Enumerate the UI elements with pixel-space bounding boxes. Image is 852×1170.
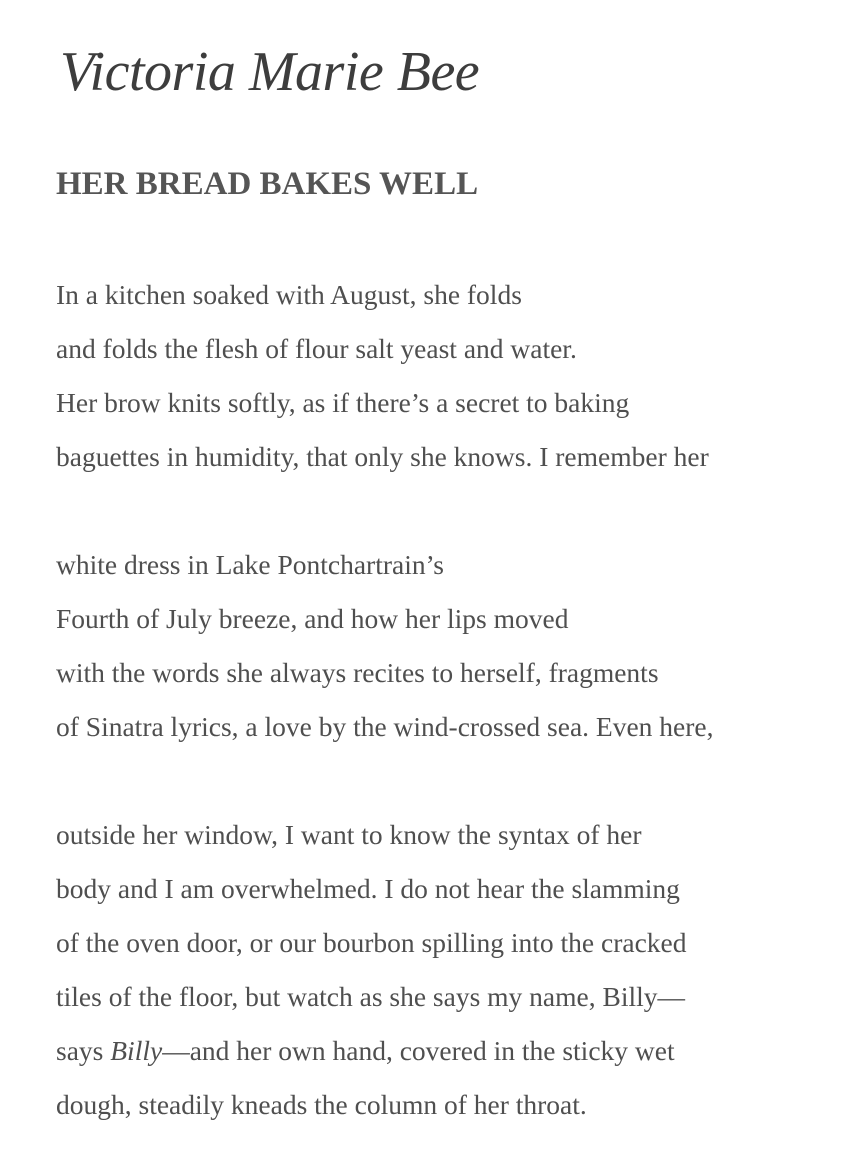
poem-line: with the words she always recites to herself, fragments	[56, 657, 659, 688]
stanza-1	[56, 268, 709, 484]
poem-title: HER BREAD BAKES WELL	[56, 166, 479, 202]
line-text-before: says	[56, 1035, 111, 1066]
author-name: Victoria Marie Bee	[60, 41, 480, 103]
poem-line: of Sinatra lyrics, a love by the wind-crossed sea. Even here,	[56, 711, 714, 742]
poem-line-with-italic	[56, 1024, 687, 1078]
italic-name: Billy	[110, 1035, 163, 1066]
poem-line: Her brow knits softly, as if there’s a secret to baking	[56, 387, 630, 418]
stanza-3	[56, 808, 687, 1132]
stanza-2	[56, 538, 714, 754]
poem-line: baguettes in humidity, that only she knows. I remember her	[56, 441, 709, 472]
poem-line: and folds the flesh of flour salt yeast and water.	[56, 333, 577, 364]
poem-line: of the oven door, or our bourbon spilling into the cracked	[56, 927, 687, 958]
poem-line: white dress in Lake Pontchartrain’s	[56, 549, 444, 580]
poem-line: body and I am overwhelmed. I do not hear the slamming	[56, 873, 680, 904]
poem-line: tiles of the floor, but watch as she says my name, Billy—	[56, 981, 685, 1012]
poem-line: outside her window, I want to know the syntax of her	[56, 819, 642, 850]
poem-line: In a kitchen soaked with August, she folds	[56, 279, 522, 310]
poem-line: dough, steadily kneads the column of her throat.	[56, 1089, 587, 1120]
poem-line: Fourth of July breeze, and how her lips moved	[56, 603, 569, 634]
line-text-after: —and her own hand, covered in the sticky wet	[162, 1035, 675, 1066]
